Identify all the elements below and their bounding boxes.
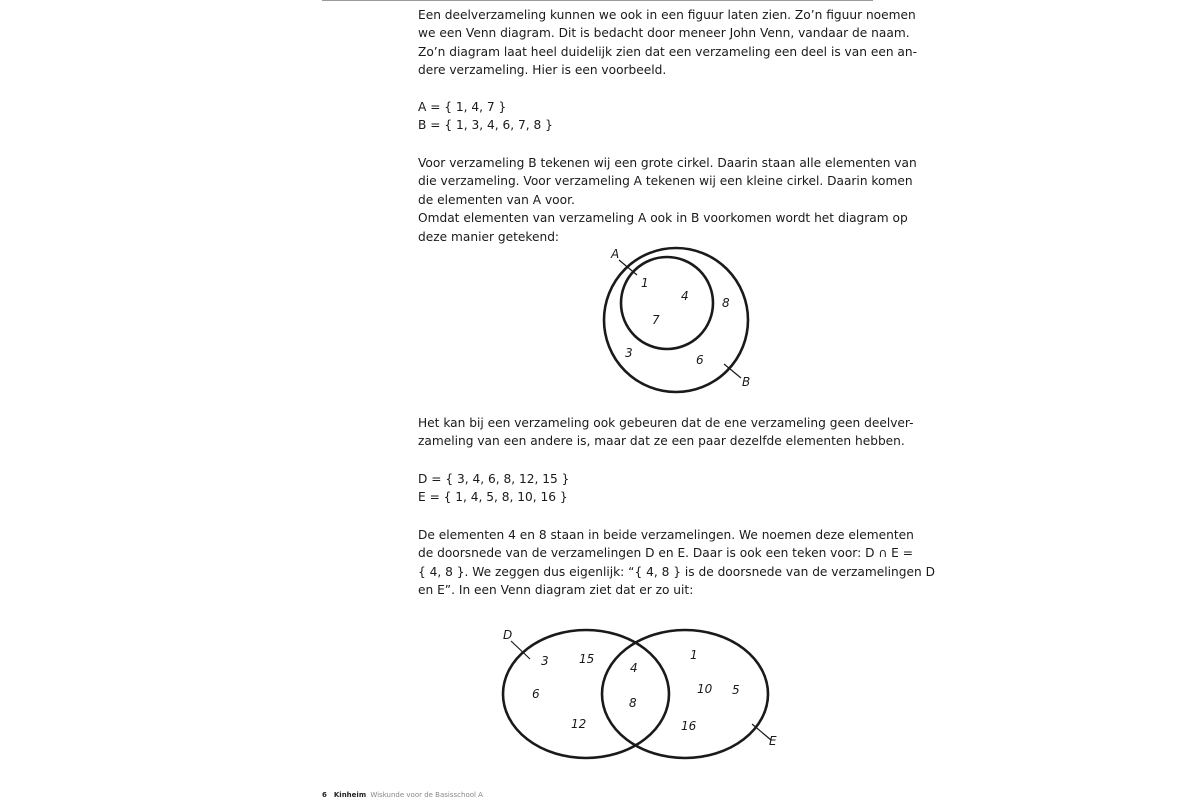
element: 7 (652, 313, 660, 327)
page-number: 6 (322, 791, 327, 799)
explain-line: Omdat elementen van verzameling A ook in B voorkomen wordt het diagram op (418, 211, 908, 226)
element: 6 (696, 353, 704, 367)
element: 8 (629, 696, 637, 710)
element: 16 (681, 719, 697, 733)
explain-de-line: en E”. In een Venn diagram ziet dat er zo uit: (418, 583, 694, 598)
explain-de-paragraph (418, 526, 935, 600)
element: 4 (630, 661, 638, 675)
page-footer (322, 791, 483, 800)
set-b-definition: B = { 1, 3, 4, 6, 7, 8 } (418, 118, 553, 133)
intro-line: Een deelverzameling kunnen we ook in een figuur laten zien. Zo’n figuur noemen (418, 8, 916, 22)
element: 1 (641, 276, 649, 290)
intro-de-line: zameling van een andere is, maar dat ze een paar dezelfde elementen hebben. (418, 434, 905, 449)
intro-line: we een Venn diagram. Dit is bedacht door meneer John Venn, vandaar de naam. (418, 26, 910, 41)
explain-line: de elementen van A voor. (418, 192, 575, 207)
element: 8 (722, 296, 730, 310)
explain-de-line: De elementen 4 en 8 staan in beide verzamelingen. We noemen deze elementen (418, 528, 914, 542)
label-b: B (742, 375, 751, 389)
set-d-definition: D = { 3, 4, 6, 8, 12, 15 } (418, 472, 570, 486)
element: 6 (532, 687, 540, 701)
intro-de-line: Het kan bij een verzameling ook gebeuren dat de ene verzameling geen deelver- (418, 416, 914, 430)
set-a-definition: A = { 1, 4, 7 } (418, 100, 507, 114)
intro-line: Zo’n diagram laat heel duidelijk zien dat een verzameling een deel is van een an- (418, 44, 918, 59)
element: 3 (625, 346, 633, 360)
element: 5 (732, 683, 740, 697)
top-rule (322, 0, 873, 1)
sets-ab (418, 98, 878, 135)
element: 10 (697, 682, 713, 696)
element: 12 (571, 717, 587, 731)
venn-diagram-subset (595, 243, 765, 395)
label-e: E (769, 734, 777, 748)
explain-de-line: { 4, 8 }. We zeggen dus eigenlijk: “{ 4, 8 } is de doorsnede van de verzamelingen D (418, 564, 935, 579)
circle-a (621, 257, 713, 349)
label-d: D (503, 628, 513, 642)
publisher-name: Kinheim (333, 791, 367, 799)
element: 1 (690, 648, 698, 662)
explain-de-line: de doorsnede van de verzamelingen D en E. Daar is ook een teken voor: D ∩ E = (418, 546, 913, 561)
circle-d (503, 630, 669, 758)
element: 15 (579, 652, 595, 666)
intro-de-paragraph (418, 414, 914, 451)
explain-line: Voor verzameling B tekenen wij een grote cirkel. Daarin staan alle elementen van (418, 156, 917, 170)
label-a: A (611, 247, 620, 261)
circle-e (602, 630, 768, 758)
venn-diagram-intersection (495, 624, 785, 764)
intro-paragraph (418, 6, 918, 80)
book-title: Wiskunde voor de Basisschool A (370, 791, 483, 799)
explain-line: deze manier getekend: (418, 229, 560, 244)
explain-line: die verzameling. Voor verzameling A tekenen wij een kleine cirkel. Daarin komen (418, 174, 913, 189)
element: 4 (681, 289, 689, 303)
explain-ab-paragraph (418, 154, 917, 246)
set-e-definition: E = { 1, 4, 5, 8, 10, 16 } (418, 490, 568, 505)
intro-line: dere verzameling. Hier is een voorbeeld. (418, 63, 667, 78)
sets-de (418, 470, 878, 507)
element: 3 (541, 654, 549, 668)
